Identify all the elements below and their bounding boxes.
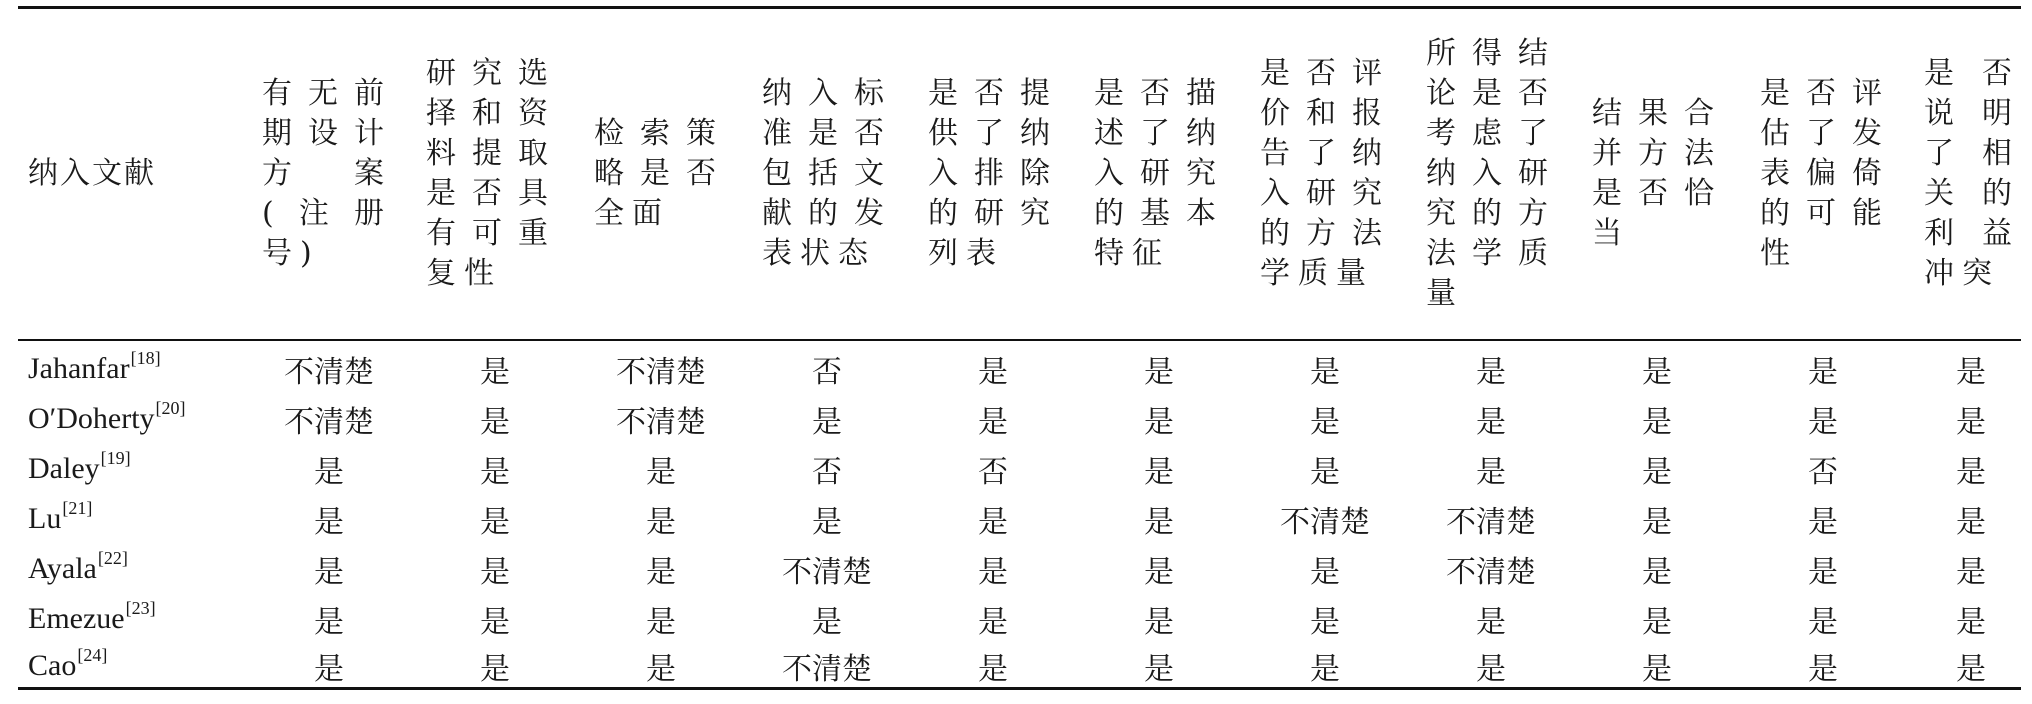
study-name: Ayala: [28, 552, 97, 585]
assessment-cell: 是: [978, 405, 1008, 440]
assessment-cell: 是: [646, 605, 676, 640]
study-name-cell: [28, 544, 228, 594]
assessment-cell: 是: [1476, 605, 1506, 640]
assessment-cell: 是: [646, 555, 676, 590]
header-cell-pooling-methods: [1592, 9, 1722, 339]
assessment-cell: 是: [1144, 455, 1174, 490]
header-cell-study-characteristics: [1094, 9, 1224, 339]
assessment-cell: 是: [1642, 455, 1672, 490]
assessment-cell: 是: [1642, 505, 1672, 540]
header-label: 是否描述了纳入研究的基本特征: [1094, 76, 1224, 271]
assessment-cell: 是: [314, 505, 344, 540]
assessment-cell: 是: [646, 652, 676, 687]
assessment-cell: 是: [1956, 405, 1986, 440]
table-row: [18, 444, 2021, 494]
header-cell-prior-protocol: [262, 9, 392, 339]
assessment-cell: 是: [978, 605, 1008, 640]
table-header-rule: [18, 339, 2021, 341]
assessment-cell: 是: [480, 652, 510, 687]
assessment-cell: 否: [1808, 455, 1838, 490]
assessment-cell: 是: [1808, 652, 1838, 687]
assessment-cell: 不清楚: [1446, 555, 1536, 590]
study-name-cell: [28, 394, 228, 444]
reference-number: [19]: [100, 447, 131, 468]
reference-number: [23]: [125, 597, 156, 618]
header-cell-quality-assessment: [1260, 9, 1390, 339]
assessment-cell: 不清楚: [616, 405, 706, 440]
assessment-cell: 是: [480, 505, 510, 540]
header-cell-comprehensive-search: [594, 9, 724, 339]
assessment-cell: 不清楚: [284, 355, 374, 390]
assessment-cell: 是: [1476, 652, 1506, 687]
study-name: Cao: [28, 649, 77, 682]
assessment-cell: 是: [314, 455, 344, 490]
assessment-cell: 是: [978, 555, 1008, 590]
assessment-cell: 是: [812, 405, 842, 440]
assessment-cell: 不清楚: [616, 355, 706, 390]
assessment-cell: 是: [1310, 405, 1340, 440]
assessment-cell: 是: [1476, 455, 1506, 490]
assessment-cell: 是: [1808, 605, 1838, 640]
assessment-cell: 是: [1808, 555, 1838, 590]
study-name: Lu: [28, 502, 62, 535]
assessment-cell: 是: [812, 605, 842, 640]
assessment-cell: 是: [1144, 505, 1174, 540]
assessment-cell: 是: [1642, 355, 1672, 390]
header-cell-conflict-of-interest: [1924, 9, 2020, 339]
study-name-cell: [28, 594, 228, 644]
table-row: [18, 494, 2021, 544]
header-cell-included-literature: [28, 9, 188, 339]
assessment-cell: 是: [1808, 405, 1838, 440]
assessment-cell: 是: [1310, 355, 1340, 390]
assessment-cell: 是: [480, 405, 510, 440]
assessment-cell: 是: [480, 605, 510, 640]
assessment-cell: 否: [812, 355, 842, 390]
assessment-cell: 否: [978, 455, 1008, 490]
header-cell-publication-bias: [1760, 9, 1890, 339]
header-label: 是否评价和报告了纳入研究的方法学质量: [1260, 56, 1390, 291]
assessment-cell: 是: [1144, 555, 1174, 590]
header-label: 有无前期设计方案(注册号): [262, 76, 392, 271]
header-label: 所得结论是否考虑了纳入研究的方法学质量: [1426, 36, 1556, 311]
assessment-cell: 否: [812, 455, 842, 490]
assessment-cell: 是: [1476, 355, 1506, 390]
header-label: 是否提供了纳入排除的研究列表: [928, 76, 1058, 271]
table-row: [18, 344, 2021, 394]
assessment-cell: 是: [1642, 555, 1672, 590]
assessment-cell: 是: [1144, 355, 1174, 390]
header-label: 结果合并方法是否恰当: [1592, 96, 1722, 251]
assessment-cell: 是: [1642, 605, 1672, 640]
assessment-cell: 是: [1956, 455, 1986, 490]
assessment-cell: 是: [1642, 405, 1672, 440]
header-label: 是否评估了发表偏倚的可能性: [1760, 76, 1890, 271]
study-name: Daley: [28, 452, 100, 485]
header-cell-publication-status: [762, 9, 892, 339]
assessment-cell: 不清楚: [1280, 505, 1370, 540]
assessment-cell: 是: [1956, 605, 1986, 640]
study-name: Jahanfar: [28, 352, 130, 385]
table-row: [18, 394, 2021, 444]
assessment-cell: 是: [1476, 405, 1506, 440]
assessment-cell: 是: [1956, 505, 1986, 540]
assessment-cell: 是: [1956, 652, 1986, 687]
assessment-cell: 是: [812, 505, 842, 540]
assessment-cell: 是: [480, 555, 510, 590]
study-name: O′Doherty: [28, 402, 155, 435]
assessment-cell: 是: [314, 555, 344, 590]
assessment-cell: 是: [1310, 652, 1340, 687]
assessment-cell: 是: [480, 455, 510, 490]
assessment-cell: 是: [978, 652, 1008, 687]
assessment-cell: 是: [1956, 555, 1986, 590]
study-name-cell: [28, 344, 228, 394]
assessment-cell: 是: [978, 355, 1008, 390]
assessment-cell: 是: [646, 455, 676, 490]
table-row: [18, 641, 2021, 691]
reference-number: [21]: [62, 497, 93, 518]
assessment-cell: 是: [646, 505, 676, 540]
assessment-cell: 是: [1808, 355, 1838, 390]
reference-number: [20]: [155, 397, 186, 418]
header-label: 是否说明了相关的利益冲突: [1924, 56, 2020, 291]
assessment-cell: 不清楚: [782, 652, 872, 687]
assessment-cell: 是: [480, 355, 510, 390]
header-cell-study-list: [928, 9, 1058, 339]
assessment-cell: 是: [1808, 505, 1838, 540]
assessment-cell: 是: [1310, 555, 1340, 590]
header-label: 研究选择和资料提取是否具有可重复性: [426, 56, 556, 291]
assessment-cell: 是: [1144, 605, 1174, 640]
assessment-cell: 是: [978, 505, 1008, 540]
header-label: 检索策略是否全面: [594, 116, 724, 231]
assessment-cell: 不清楚: [1446, 505, 1536, 540]
reference-number: [22]: [97, 547, 128, 568]
header-label: 纳入文献: [28, 156, 156, 191]
study-name-cell: [28, 641, 228, 691]
study-name: Emezue: [28, 602, 125, 635]
table-row: [18, 544, 2021, 594]
assessment-cell: 是: [1642, 652, 1672, 687]
reference-number: [24]: [77, 644, 108, 665]
assessment-cell: 是: [1144, 652, 1174, 687]
assessment-cell: 不清楚: [284, 405, 374, 440]
assessment-cell: 不清楚: [782, 555, 872, 590]
assessment-cell: 是: [1310, 455, 1340, 490]
study-name-cell: [28, 494, 228, 544]
assessment-cell: 是: [1956, 355, 1986, 390]
header-cell-quality-in-conclusions: [1426, 9, 1556, 339]
table-row: [18, 594, 2021, 644]
assessment-cell: 是: [314, 605, 344, 640]
assessment-cell: 是: [314, 652, 344, 687]
assessment-cell: 是: [1310, 605, 1340, 640]
header-cell-reproducible-selection: [426, 9, 556, 339]
reference-number: [18]: [130, 347, 161, 368]
header-label: 纳入标准是否包括文献的发表状态: [762, 76, 892, 271]
study-name-cell: [28, 444, 228, 494]
assessment-cell: 是: [1144, 405, 1174, 440]
